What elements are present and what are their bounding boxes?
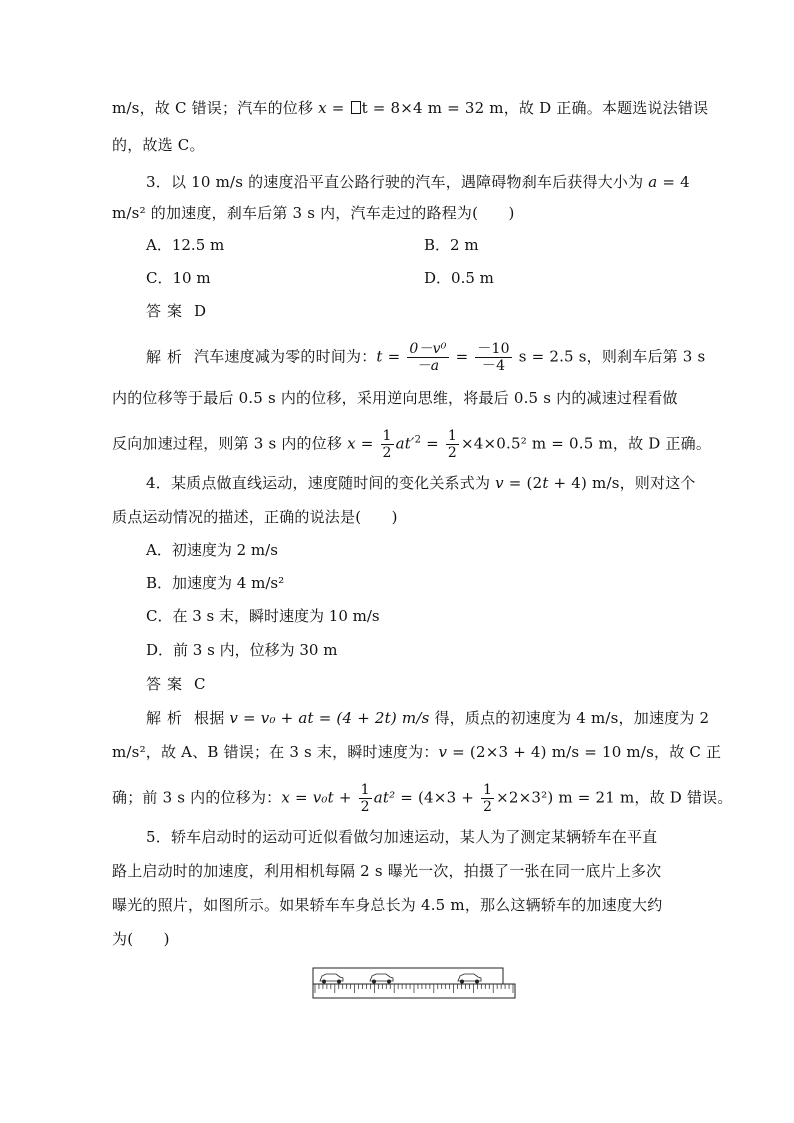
denominator: 2 bbox=[360, 799, 370, 815]
q3-option-b: B．2 m bbox=[424, 236, 479, 254]
text: = (2×3 + 4) m/s = 10 m/s，故 C 正 bbox=[447, 743, 722, 761]
fraction bbox=[407, 341, 448, 374]
text: = bbox=[421, 434, 444, 453]
text: 汽车速度减为零的时间为： bbox=[194, 347, 377, 366]
formula: v = v₀ + at = (4 + 2t) m/s bbox=[229, 709, 430, 727]
q4-analysis-line-3 bbox=[112, 782, 733, 815]
answer-value: D bbox=[194, 302, 207, 320]
numerator: 1 bbox=[382, 428, 392, 444]
denominator: 2 bbox=[382, 445, 392, 461]
q4-option-d: D．前 3 s 内，位移为 30 m bbox=[146, 641, 338, 659]
text: a bbox=[648, 173, 658, 191]
text: x bbox=[281, 788, 291, 807]
q3-analysis-line-1: 解析 汽车速度减为零的时间为：t = $\frac{\text{0－v⁰}}{-a}$ = $\frac{-10}{-4}$ s = 2.5 s，则刹车后第 3 s bbox=[146, 341, 706, 374]
text: ×4×0.5² m = 0.5 m，故 D 正确。 bbox=[461, 434, 712, 453]
text: x bbox=[318, 99, 327, 117]
text: 3．以 10 m/s 的速度沿平直公路行驶的汽车，遇障碍物刹车后获得大小为 bbox=[146, 173, 649, 191]
text: t bbox=[542, 474, 549, 492]
fraction bbox=[481, 782, 494, 815]
q4-option-c: C．在 3 s 末，瞬时速度为 10 m/s bbox=[146, 607, 380, 625]
text: = (4×3 + bbox=[395, 788, 480, 807]
q5-line-3: 曝光的照片，如图所示。如果轿车车身总长为 4.5 m，那么这辆轿车的加速度大约 bbox=[112, 896, 663, 914]
numerator: 1 bbox=[447, 428, 457, 444]
text: 确；前 3 s 内的位移为： bbox=[112, 788, 282, 807]
text: t = 8×4 m = 32 m，故 D 正确。本题选说法错误 bbox=[361, 99, 709, 117]
q5-line-1: 5．轿车启动时的运动可近似看做匀加速运动，某人为了测定某辆轿车在平直 bbox=[146, 828, 658, 846]
q3-option-a: A．12.5 m bbox=[146, 236, 225, 254]
text: + bbox=[333, 788, 357, 807]
q5-line-4: 为( ) bbox=[112, 930, 170, 948]
q4-analysis-line-1 bbox=[146, 708, 709, 728]
text: 反向加速过程，则第 3 s 内的位移 bbox=[112, 434, 348, 453]
numerator: 1 bbox=[360, 782, 370, 798]
text: v₀t bbox=[312, 788, 334, 807]
numerator: 0－v⁰ bbox=[409, 341, 447, 357]
fraction bbox=[475, 341, 511, 374]
text: v bbox=[495, 474, 504, 492]
q4-answer bbox=[146, 674, 206, 694]
answer-label: 答案 bbox=[146, 302, 189, 320]
text: = bbox=[355, 434, 379, 453]
q3-option-d: D．0.5 m bbox=[424, 269, 494, 287]
fraction bbox=[359, 782, 372, 815]
text: = bbox=[326, 99, 350, 117]
text: m/s²，故 A、B 错误；在 3 s 末，瞬时速度为： bbox=[112, 743, 439, 761]
denominator: －4 bbox=[481, 358, 506, 374]
fraction bbox=[446, 428, 459, 461]
q4-stem-line-1 bbox=[146, 473, 696, 493]
text: = (2 bbox=[503, 474, 543, 492]
q3-stem-line-2: m/s² 的加速度，刹车后第 3 s 内，汽车走过的路程为( ) bbox=[112, 204, 515, 222]
text: 4．某质点做直线运动，速度随时间的变化关系式为 bbox=[146, 474, 496, 492]
fraction bbox=[381, 428, 394, 461]
denominator: －a bbox=[416, 358, 440, 374]
q4-stem-line-2: 质点运动情况的描述，正确的说法是( ) bbox=[112, 508, 398, 526]
ruler-car-figure bbox=[312, 966, 516, 1000]
q4-analysis-line-2 bbox=[112, 742, 721, 762]
text: = bbox=[382, 347, 406, 366]
q4-option-a: A．初速度为 2 m/s bbox=[146, 541, 278, 559]
q3-analysis-line-3: 反向加速过程，则第 3 s 内的位移 x = $\frac{1}{2}$ $at'^2$ = $\frac{1}{2}$ ×4×0.5² m = 0.5 m，故 D 正确。 bbox=[112, 428, 712, 461]
numerator: －10 bbox=[477, 341, 510, 357]
q3-analysis-line-2: 内的位移等于最后 0.5 s 内的位移，采用逆向思维，将最后 0.5 s 内的减速过程看做 bbox=[112, 389, 678, 407]
text: s = 2.5 s，则刹车后第 3 s bbox=[513, 347, 706, 366]
denominator: 2 bbox=[483, 799, 493, 815]
analysis-label: 解析 bbox=[146, 709, 189, 727]
text: 得，质点的初速度为 4 m/s，加速度为 2 bbox=[429, 709, 710, 727]
text: m/s，故 C 错误；汽车的位移 bbox=[112, 99, 319, 117]
q4-option-b: B．加速度为 4 m/s² bbox=[146, 574, 285, 592]
text: at′ bbox=[395, 434, 415, 453]
text: v bbox=[438, 743, 448, 761]
text: + 4) m/s，则对这个 bbox=[548, 474, 696, 492]
text: = bbox=[290, 788, 313, 807]
answer-label: 答案 bbox=[146, 675, 189, 693]
text: ×2×3²) m = 21 m，故 D 错误。 bbox=[496, 788, 733, 807]
text: 根据 bbox=[194, 709, 230, 727]
prev-line-1 bbox=[112, 98, 708, 118]
q3-answer bbox=[146, 301, 206, 321]
missing-glyph-box-icon bbox=[351, 101, 361, 114]
answer-value: C bbox=[194, 675, 206, 693]
prev-line-2: 的，故选 C。 bbox=[112, 136, 205, 154]
analysis-label: 解析 bbox=[146, 347, 189, 366]
text: t bbox=[376, 347, 383, 366]
text: = 4 bbox=[657, 173, 690, 191]
text: x bbox=[347, 434, 356, 453]
numerator: 1 bbox=[483, 782, 493, 798]
q3-stem-line-1 bbox=[146, 172, 690, 192]
q5-line-2: 路上启动时的加速度，利用相机每隔 2 s 曝光一次，拍摄了一张在同一底片上多次 bbox=[112, 862, 662, 880]
text: at² bbox=[373, 788, 396, 807]
denominator: 2 bbox=[447, 445, 457, 461]
q3-option-c: C．10 m bbox=[146, 269, 211, 287]
